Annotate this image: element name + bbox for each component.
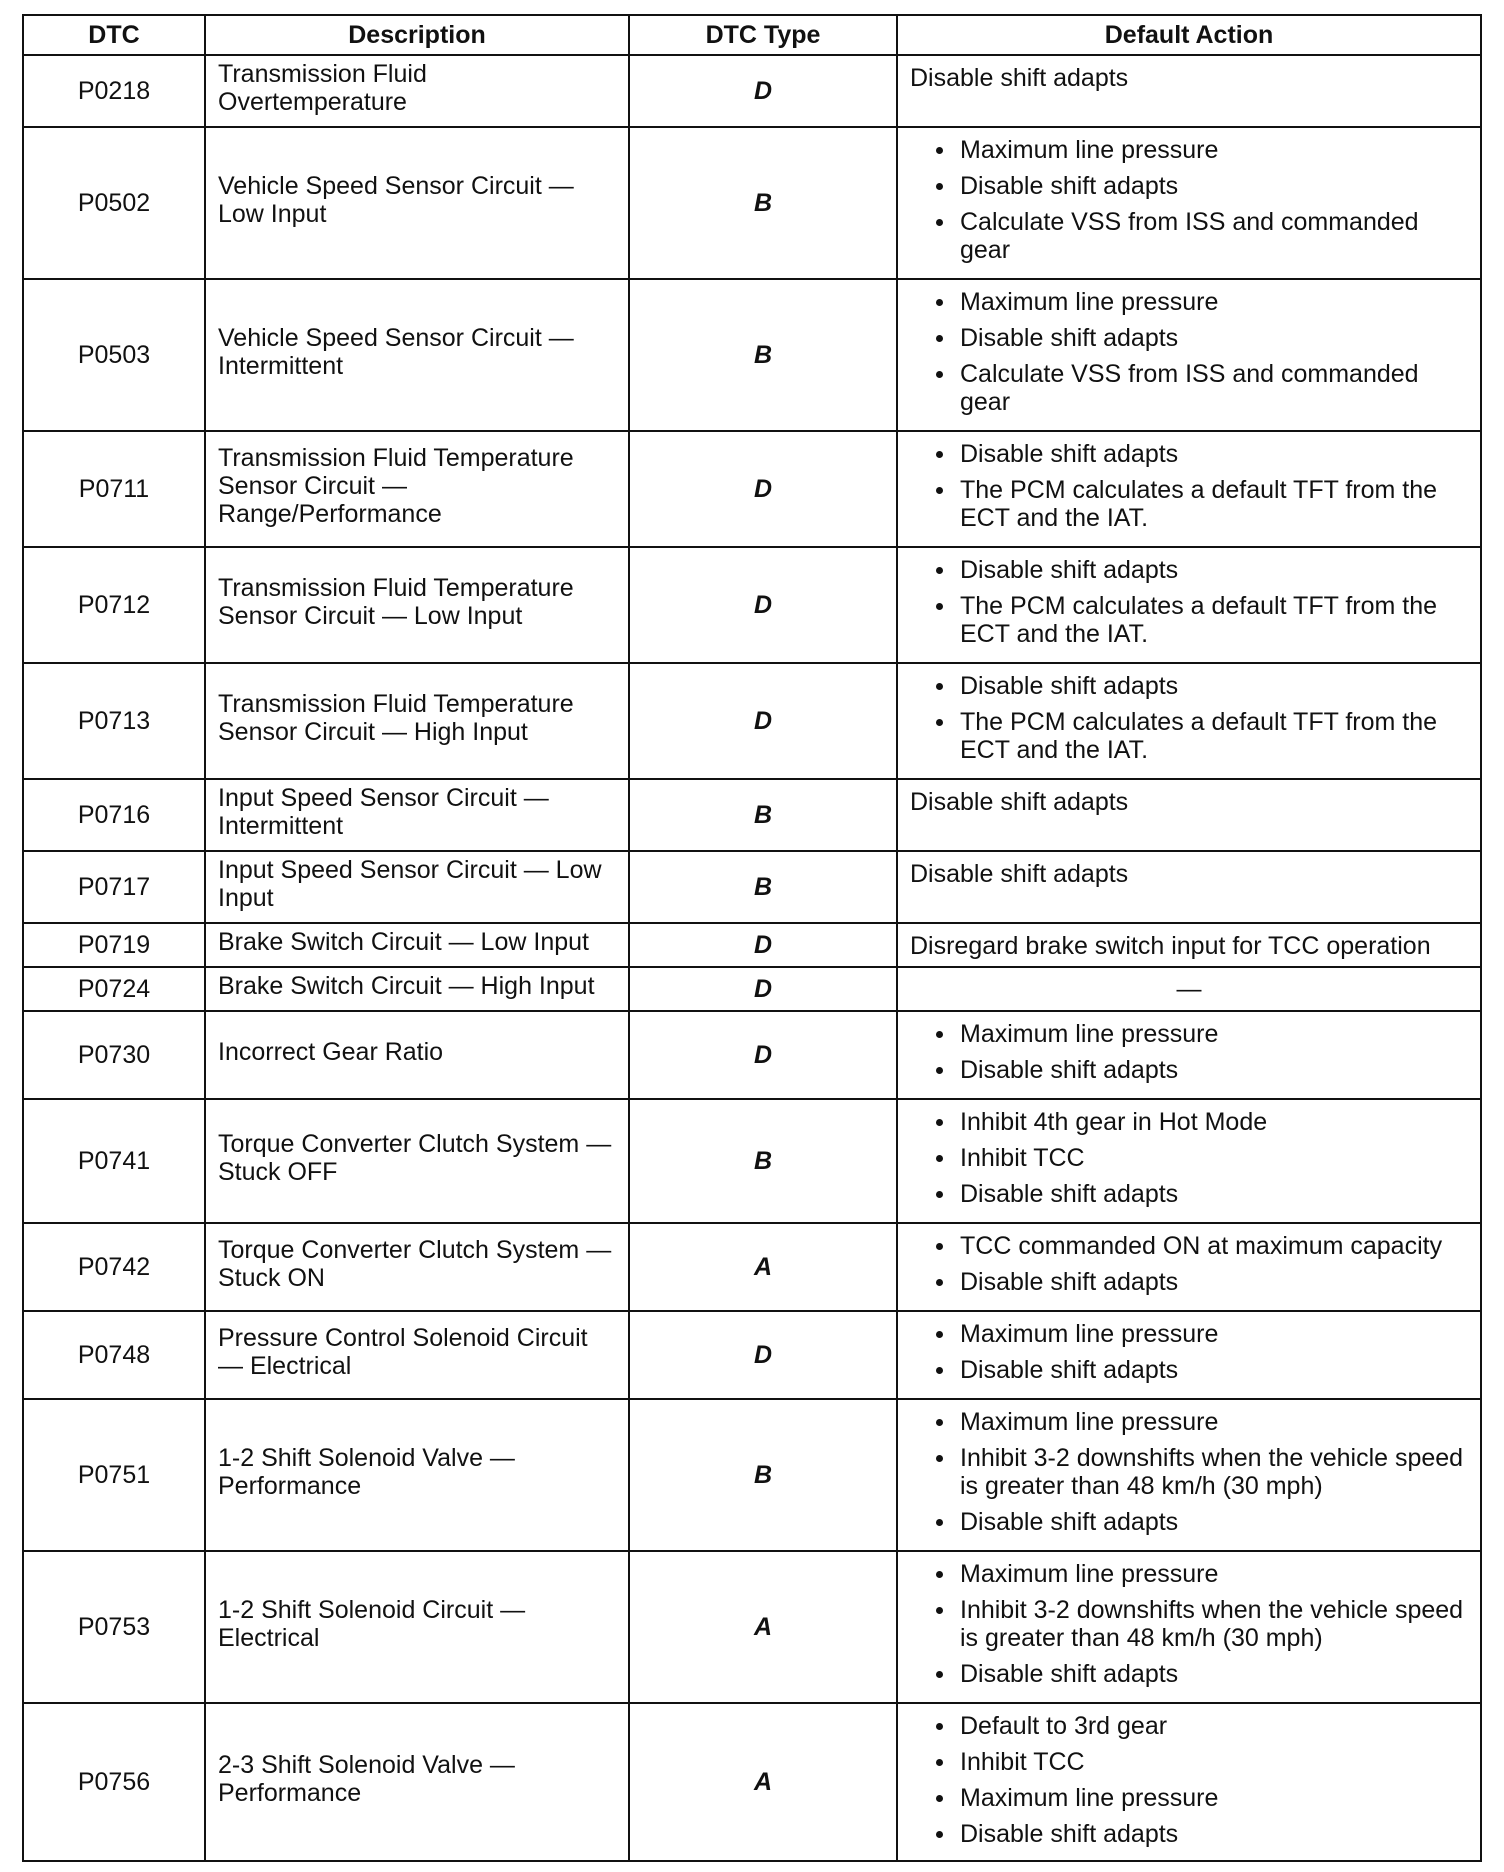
table-row xyxy=(23,663,1481,779)
bullet-icon xyxy=(936,1067,943,1074)
default-action: Disregard brake switch input for TCC operation xyxy=(897,923,1481,967)
table-body xyxy=(23,55,1481,1861)
dtc-description: Input Speed Sensor Circuit — Low Input xyxy=(205,851,629,923)
dtc-description: Transmission Fluid Overtemperature xyxy=(205,55,629,127)
action-item xyxy=(898,1144,1470,1172)
dtc-type: D xyxy=(629,967,897,1011)
bullet-icon xyxy=(936,1367,943,1374)
dtc-description: 2-3 Shift Solenoid Valve — Performance xyxy=(205,1703,629,1861)
action-list xyxy=(898,1704,1480,1852)
action-item xyxy=(898,1232,1470,1260)
dtc-description: Transmission Fluid Temperature Sensor Circuit — High Input xyxy=(205,663,629,779)
dtc-description: 1-2 Shift Solenoid Circuit — Electrical xyxy=(205,1551,629,1703)
default-action xyxy=(897,279,1481,431)
action-list xyxy=(898,664,1480,768)
action-list xyxy=(898,1552,1480,1692)
dtc-code: P0716 xyxy=(23,779,205,851)
dtc-type: B xyxy=(629,851,897,923)
bullet-icon xyxy=(936,1671,943,1678)
dtc-type: A xyxy=(629,1703,897,1861)
action-item xyxy=(898,1020,1470,1048)
action-text: Disable shift adapts xyxy=(960,1056,1179,1084)
dtc-description: Input Speed Sensor Circuit — Intermittent xyxy=(205,779,629,851)
bullet-icon xyxy=(936,1607,943,1614)
action-item xyxy=(898,556,1470,584)
action-list xyxy=(898,1224,1480,1300)
table-row xyxy=(23,1311,1481,1399)
bullet-icon xyxy=(936,1155,943,1162)
dtc-code: P0730 xyxy=(23,1011,205,1099)
table-row xyxy=(23,1011,1481,1099)
bullet-icon xyxy=(936,719,943,726)
action-text: Disable shift adapts xyxy=(960,1820,1179,1848)
default-action xyxy=(897,1011,1481,1099)
action-text: The PCM calculates a default TFT from the ECT and the IAT. xyxy=(960,708,1438,764)
action-text: Disable shift adapts xyxy=(960,440,1179,468)
default-action xyxy=(897,1399,1481,1551)
action-item xyxy=(898,1056,1470,1084)
action-item xyxy=(898,324,1470,352)
bullet-icon xyxy=(936,603,943,610)
action-list xyxy=(898,128,1480,268)
dtc-code: P0751 xyxy=(23,1399,205,1551)
action-item xyxy=(898,440,1470,468)
bullet-icon xyxy=(936,1831,943,1838)
action-list xyxy=(898,548,1480,652)
table-row xyxy=(23,1703,1481,1861)
dtc-description: Vehicle Speed Sensor Circuit — Intermittent xyxy=(205,279,629,431)
bullet-icon xyxy=(936,567,943,574)
dtc-type: B xyxy=(629,1399,897,1551)
dtc-description: Torque Converter Clutch System — Stuck OFF xyxy=(205,1099,629,1223)
dtc-code: P0717 xyxy=(23,851,205,923)
bullet-icon xyxy=(936,371,943,378)
action-item xyxy=(898,1596,1470,1652)
dtc-type: A xyxy=(629,1551,897,1703)
default-action xyxy=(897,1311,1481,1399)
action-item xyxy=(898,708,1470,764)
action-text: Disable shift adapts xyxy=(960,1356,1179,1384)
action-item xyxy=(898,1712,1470,1740)
action-text: Maximum line pressure xyxy=(960,136,1219,164)
bullet-icon xyxy=(936,1759,943,1766)
bullet-icon xyxy=(936,299,943,306)
action-list xyxy=(898,1312,1480,1388)
action-text: Disable shift adapts xyxy=(960,672,1179,700)
default-action xyxy=(897,431,1481,547)
action-text: Inhibit 4th gear in Hot Mode xyxy=(960,1108,1268,1136)
dtc-description: Vehicle Speed Sensor Circuit — Low Input xyxy=(205,127,629,279)
action-text: Inhibit 3-2 downshifts when the vehicle speed is greater than 48 km/h (30 mph) xyxy=(960,1444,1464,1500)
action-item xyxy=(898,288,1470,316)
dtc-table xyxy=(22,14,1482,1862)
dtc-code: P0502 xyxy=(23,127,205,279)
dtc-type: D xyxy=(629,55,897,127)
action-text: Inhibit TCC xyxy=(960,1748,1085,1776)
dtc-code: P0719 xyxy=(23,923,205,967)
bullet-icon xyxy=(936,1191,943,1198)
action-item xyxy=(898,1508,1470,1536)
action-text: Inhibit TCC xyxy=(960,1144,1085,1172)
action-text: Disable shift adapts xyxy=(960,556,1179,584)
dtc-type: B xyxy=(629,1099,897,1223)
table-row xyxy=(23,779,1481,851)
dtc-code: P0712 xyxy=(23,547,205,663)
action-text: The PCM calculates a default TFT from the ECT and the IAT. xyxy=(960,592,1438,648)
action-item xyxy=(898,1180,1470,1208)
bullet-icon xyxy=(936,1119,943,1126)
bullet-icon xyxy=(936,683,943,690)
default-action: Disable shift adapts xyxy=(897,779,1481,851)
action-text: Default to 3rd gear xyxy=(960,1712,1168,1740)
action-item xyxy=(898,592,1470,648)
action-item xyxy=(898,1444,1470,1500)
action-text: Calculate VSS from ISS and commanded gear xyxy=(960,360,1419,416)
bullet-icon xyxy=(936,1419,943,1426)
action-item xyxy=(898,1660,1470,1688)
dtc-code: P0503 xyxy=(23,279,205,431)
dtc-code: P0748 xyxy=(23,1311,205,1399)
dtc-type: D xyxy=(629,1011,897,1099)
action-text: TCC commanded ON at maximum capacity xyxy=(960,1232,1443,1260)
table-row xyxy=(23,55,1481,127)
bullet-icon xyxy=(936,183,943,190)
action-text: Calculate VSS from ISS and commanded gear xyxy=(960,208,1419,264)
action-item xyxy=(898,172,1470,200)
bullet-icon xyxy=(936,1795,943,1802)
dtc-description: Brake Switch Circuit — Low Input xyxy=(205,923,629,967)
bullet-icon xyxy=(936,147,943,154)
action-item xyxy=(898,136,1470,164)
action-list xyxy=(898,280,1480,420)
action-list xyxy=(898,1400,1480,1540)
action-item xyxy=(898,1108,1470,1136)
dtc-description: Transmission Fluid Temperature Sensor Circuit — Low Input xyxy=(205,547,629,663)
action-text: Maximum line pressure xyxy=(960,1320,1219,1348)
dtc-description: Brake Switch Circuit — High Input xyxy=(205,967,629,1011)
action-item xyxy=(898,1820,1470,1848)
dtc-type: B xyxy=(629,127,897,279)
action-list xyxy=(898,1012,1480,1088)
dtc-type: D xyxy=(629,547,897,663)
table-row xyxy=(23,923,1481,967)
action-item xyxy=(898,672,1470,700)
header-dtc: DTC xyxy=(23,15,205,55)
header-dtc-type: DTC Type xyxy=(629,15,897,55)
dtc-code: P0711 xyxy=(23,431,205,547)
dtc-type: A xyxy=(629,1223,897,1311)
action-text: Inhibit 3-2 downshifts when the vehicle speed is greater than 48 km/h (30 mph) xyxy=(960,1596,1464,1652)
dtc-code: P0756 xyxy=(23,1703,205,1861)
bullet-icon xyxy=(936,1243,943,1250)
action-item xyxy=(898,1356,1470,1384)
dtc-code: P0741 xyxy=(23,1099,205,1223)
default-action xyxy=(897,127,1481,279)
table-row xyxy=(23,851,1481,923)
action-list xyxy=(898,1100,1480,1212)
bullet-icon xyxy=(936,1571,943,1578)
table-row xyxy=(23,431,1481,547)
default-action: — xyxy=(897,967,1481,1011)
table-row xyxy=(23,127,1481,279)
dtc-description: Incorrect Gear Ratio xyxy=(205,1011,629,1099)
action-text: The PCM calculates a default TFT from the ECT and the IAT. xyxy=(960,476,1438,532)
action-text: Disable shift adapts xyxy=(960,1660,1179,1688)
dtc-type: D xyxy=(629,663,897,779)
dtc-description: Torque Converter Clutch System — Stuck ON xyxy=(205,1223,629,1311)
table-row xyxy=(23,547,1481,663)
default-action xyxy=(897,1551,1481,1703)
action-item xyxy=(898,1748,1470,1776)
bullet-icon xyxy=(936,451,943,458)
dtc-type: B xyxy=(629,779,897,851)
action-item xyxy=(898,1560,1470,1588)
dtc-code: P0218 xyxy=(23,55,205,127)
dtc-type: B xyxy=(629,279,897,431)
default-action: Disable shift adapts xyxy=(897,851,1481,923)
action-text: Disable shift adapts xyxy=(960,172,1179,200)
bullet-icon xyxy=(936,335,943,342)
action-text: Disable shift adapts xyxy=(960,1268,1179,1296)
action-item xyxy=(898,1408,1470,1436)
action-item xyxy=(898,476,1470,532)
dtc-description: 1-2 Shift Solenoid Valve — Performance xyxy=(205,1399,629,1551)
default-action xyxy=(897,1703,1481,1861)
default-action xyxy=(897,1223,1481,1311)
dtc-description: Pressure Control Solenoid Circuit — Electrical xyxy=(205,1311,629,1399)
header-row xyxy=(23,15,1481,55)
bullet-icon xyxy=(936,1519,943,1526)
bullet-icon xyxy=(936,1455,943,1462)
action-text: Maximum line pressure xyxy=(960,1784,1219,1812)
action-item xyxy=(898,1320,1470,1348)
dtc-type: D xyxy=(629,431,897,547)
dtc-code: P0753 xyxy=(23,1551,205,1703)
dtc-code: P0724 xyxy=(23,967,205,1011)
default-action: Disable shift adapts xyxy=(897,55,1481,127)
dtc-description: Transmission Fluid Temperature Sensor Circuit — Range/Performance xyxy=(205,431,629,547)
header-description: Description xyxy=(205,15,629,55)
action-item xyxy=(898,208,1470,264)
dtc-code: P0713 xyxy=(23,663,205,779)
table-row xyxy=(23,1223,1481,1311)
default-action xyxy=(897,663,1481,779)
default-action xyxy=(897,547,1481,663)
bullet-icon xyxy=(936,1279,943,1286)
action-text: Maximum line pressure xyxy=(960,1560,1219,1588)
default-action xyxy=(897,1099,1481,1223)
header-default-action: Default Action xyxy=(897,15,1481,55)
bullet-icon xyxy=(936,1331,943,1338)
bullet-icon xyxy=(936,219,943,226)
action-item xyxy=(898,360,1470,416)
table-row xyxy=(23,1399,1481,1551)
table-row xyxy=(23,1099,1481,1223)
action-item xyxy=(898,1784,1470,1812)
dtc-type: D xyxy=(629,923,897,967)
action-list xyxy=(898,432,1480,536)
action-text: Disable shift adapts xyxy=(960,1180,1179,1208)
dtc-code: P0742 xyxy=(23,1223,205,1311)
action-text: Maximum line pressure xyxy=(960,288,1219,316)
action-text: Maximum line pressure xyxy=(960,1020,1219,1048)
action-item xyxy=(898,1268,1470,1296)
table-row xyxy=(23,1551,1481,1703)
table-row xyxy=(23,967,1481,1011)
dtc-type: D xyxy=(629,1311,897,1399)
table-row xyxy=(23,279,1481,431)
action-text: Disable shift adapts xyxy=(960,1508,1179,1536)
bullet-icon xyxy=(936,1723,943,1730)
bullet-icon xyxy=(936,1031,943,1038)
bullet-icon xyxy=(936,487,943,494)
action-text: Maximum line pressure xyxy=(960,1408,1219,1436)
action-text: Disable shift adapts xyxy=(960,324,1179,352)
